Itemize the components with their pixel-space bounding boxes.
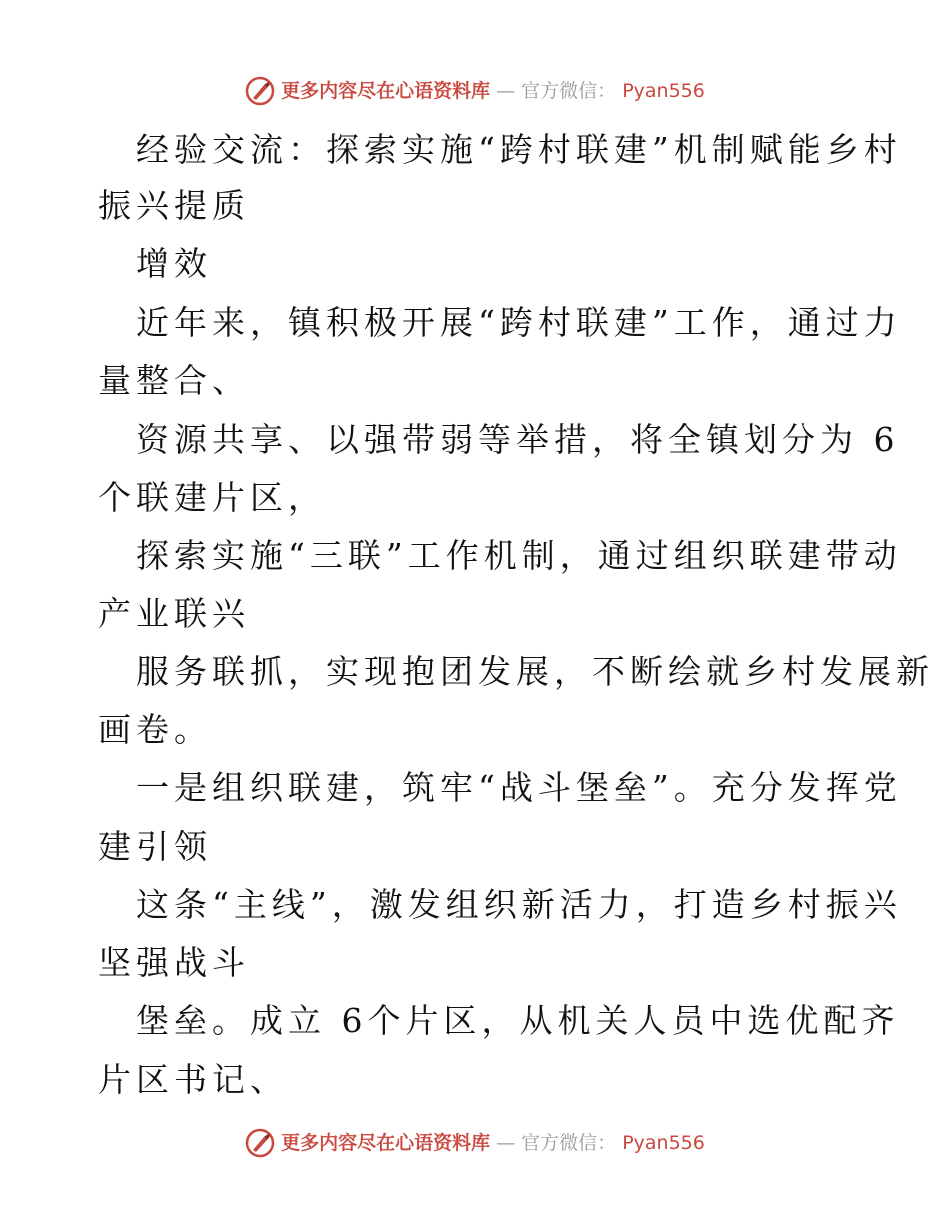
paragraph-line: 个联建片区， — [98, 478, 326, 517]
paragraph-line: 片区书记、 — [98, 1060, 288, 1099]
footer-watermark-banner — [0, 1128, 950, 1158]
paragraph-line: 振兴提质 — [98, 186, 250, 225]
paragraph-line: 探索实施“三联”工作机制，通过组织联建带动 — [136, 536, 902, 575]
paragraph-line: 堡垒。成立 6个片区，从机关人员中选优配齐 — [136, 1001, 900, 1040]
paragraph-line: 这条“主线”，激发组织新活力，打造乡村振兴 — [136, 885, 902, 924]
paragraph-line: 坚强战斗 — [98, 943, 250, 982]
banner-dash: — — [496, 1132, 516, 1154]
paragraph-line: 服务联抓，实现抱团发展，不断绘就乡村发展新 — [136, 652, 934, 691]
banner-official-label: 官方微信： — [521, 80, 617, 102]
header-watermark-banner — [0, 76, 950, 106]
paragraph-line: 一是组织联建，筑牢“战斗堡垒”。充分发挥党 — [136, 768, 902, 807]
paragraph-line: 产业联兴 — [98, 594, 250, 633]
pen-nib-logo-icon — [245, 1128, 275, 1158]
banner-text: 更多内容尽在心语资料库 — [281, 80, 491, 102]
banner-wechat-id: Pyan556 — [622, 80, 705, 102]
pen-nib-logo-icon — [245, 76, 275, 106]
banner-wechat-id: Pyan556 — [622, 1132, 705, 1154]
paragraph-line: 量整合、 — [98, 361, 250, 400]
paragraph-line: 经验交流：探索实施“跨村联建”机制赋能乡村 — [136, 130, 902, 169]
paragraph-line: 近年来，镇积极开展“跨村联建”工作，通过力 — [136, 303, 902, 342]
paragraph-line: 资源共享、以强带弱等举措，将全镇划分为 6 — [136, 420, 900, 459]
paragraph-line: 画卷。 — [98, 710, 212, 749]
paragraph-line: 增效 — [136, 244, 212, 283]
paragraph-line: 建引领 — [98, 827, 212, 866]
banner-text: 更多内容尽在心语资料库 — [281, 1132, 491, 1154]
banner-dash: — — [496, 80, 516, 102]
banner-official-label: 官方微信： — [521, 1132, 617, 1154]
